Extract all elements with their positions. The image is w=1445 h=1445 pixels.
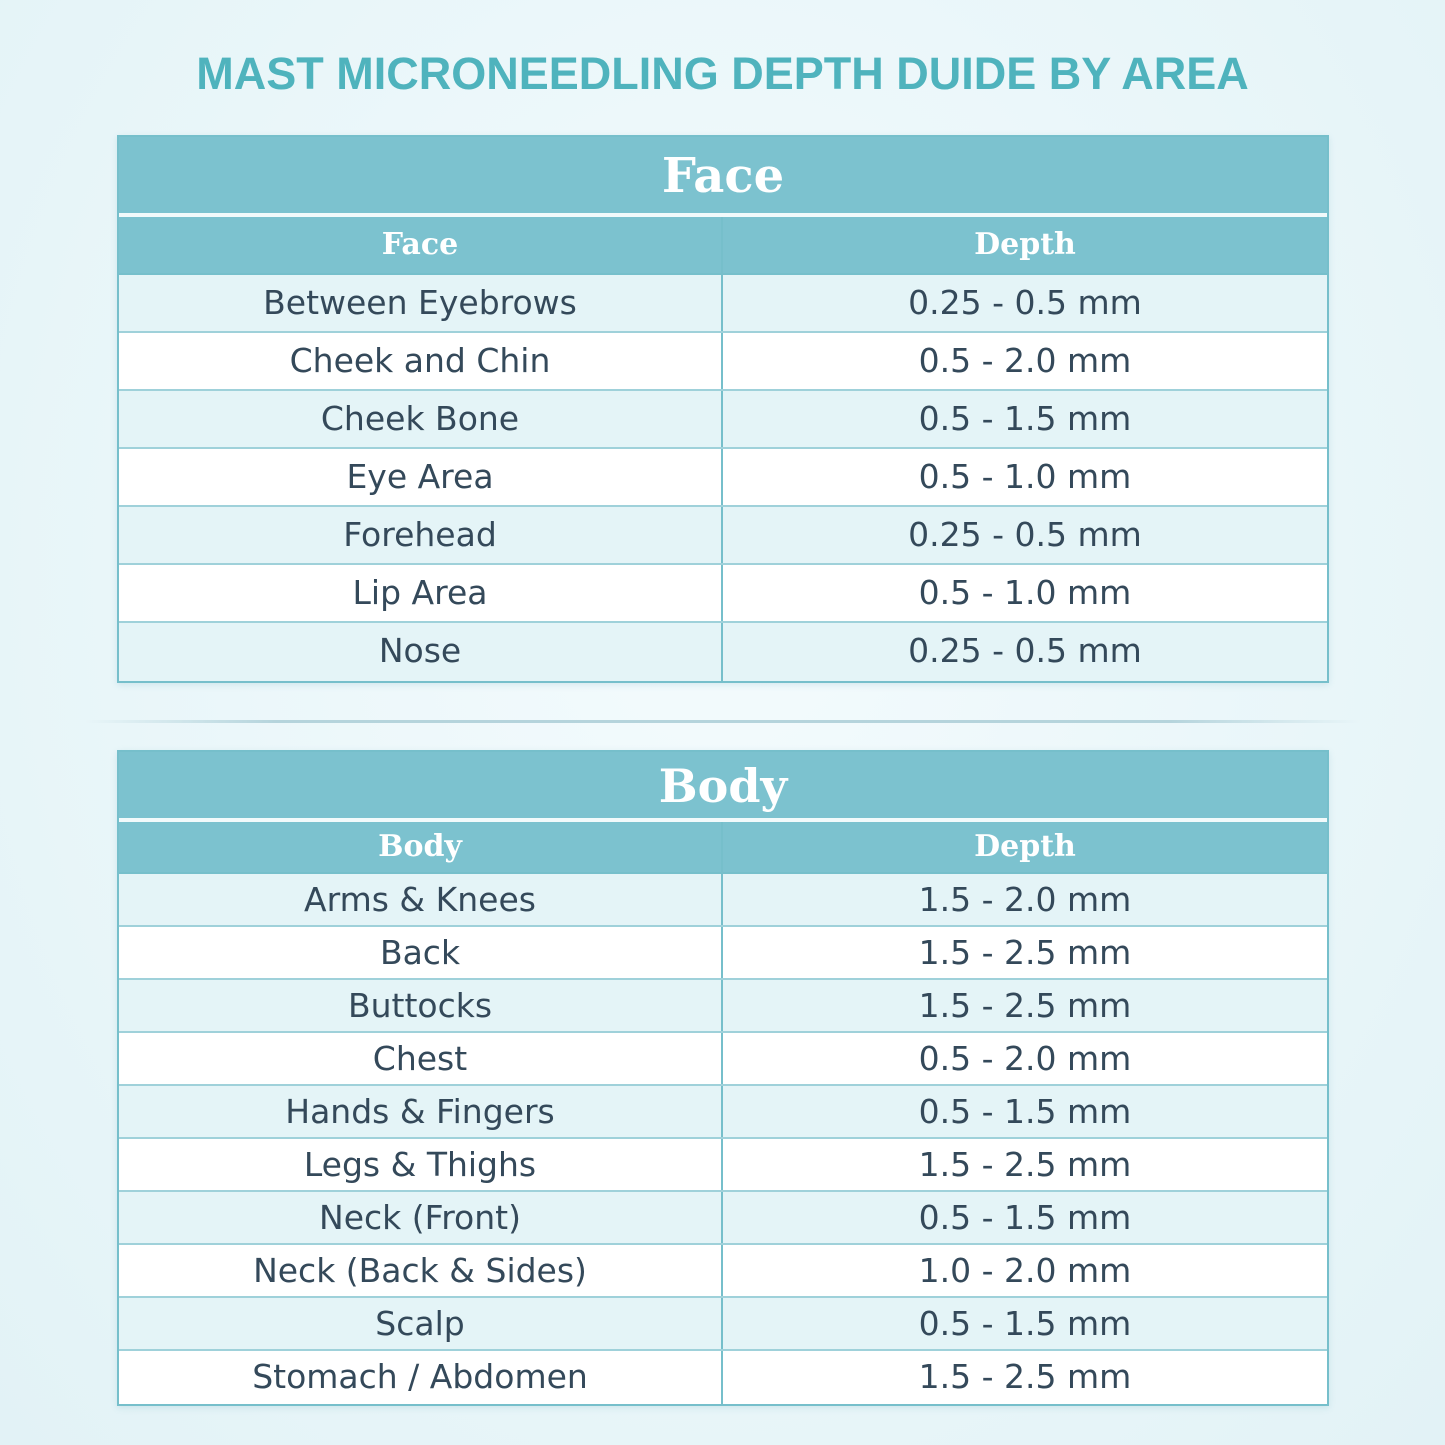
face-depth-column-header: Depth	[974, 227, 1076, 262]
face-depth-table	[117, 135, 1329, 683]
area-cell: Stomach / Abdomen	[119, 1351, 723, 1404]
page-title: MAST MICRONEEDLING DEPTH DUIDE BY AREA	[196, 48, 1249, 99]
table-row	[119, 623, 1327, 681]
depth-cell: 0.5 - 1.5 mm	[918, 399, 1132, 438]
table-row	[119, 449, 1327, 507]
depth-cell: 1.5 - 2.5 mm	[918, 1357, 1132, 1396]
area-cell: Forehead	[119, 507, 723, 563]
area-cell: Hands & Fingers	[119, 1086, 723, 1137]
table-row	[119, 275, 1327, 333]
depth-cell: 0.5 - 1.0 mm	[918, 457, 1132, 496]
table-row	[119, 980, 1327, 1033]
area-cell: Arms & Knees	[119, 874, 723, 925]
depth-cell: 0.25 - 0.5 mm	[908, 631, 1142, 670]
body-depth-table	[117, 750, 1329, 1406]
table-row	[119, 507, 1327, 565]
depth-cell: 0.5 - 1.5 mm	[918, 1304, 1132, 1343]
table-row	[119, 333, 1327, 391]
body-table-header	[119, 822, 1327, 874]
body-area-column-header: Body	[119, 822, 723, 872]
area-cell: Between Eyebrows	[119, 275, 723, 331]
depth-cell: 0.5 - 1.5 mm	[918, 1092, 1132, 1131]
depth-cell: 1.0 - 2.0 mm	[918, 1251, 1132, 1290]
area-cell: Cheek Bone	[119, 391, 723, 447]
depth-cell: 1.5 - 2.5 mm	[918, 1145, 1132, 1184]
area-cell: Cheek and Chin	[119, 333, 723, 389]
depth-cell: 0.5 - 1.0 mm	[918, 573, 1132, 612]
table-row	[119, 1351, 1327, 1404]
body-depth-column-header: Depth	[974, 829, 1076, 864]
face-table-banner: Face	[119, 137, 1327, 217]
table-row	[119, 1033, 1327, 1086]
section-divider	[85, 720, 1360, 723]
table-row	[119, 565, 1327, 623]
depth-cell: 0.5 - 2.0 mm	[918, 1039, 1132, 1078]
face-area-column-header: Face	[119, 217, 723, 273]
body-table-banner: Body	[119, 752, 1327, 822]
area-cell: Eye Area	[119, 449, 723, 505]
table-row	[119, 1298, 1327, 1351]
area-cell: Buttocks	[119, 980, 723, 1031]
area-cell: Back	[119, 927, 723, 978]
body-table-body	[119, 874, 1327, 1404]
depth-cell: 0.5 - 1.5 mm	[918, 1198, 1132, 1237]
table-row	[119, 927, 1327, 980]
table-row	[119, 1086, 1327, 1139]
area-cell: Neck (Front)	[119, 1192, 723, 1243]
depth-cell: 1.5 - 2.5 mm	[918, 933, 1132, 972]
table-row	[119, 874, 1327, 927]
face-table-body	[119, 275, 1327, 681]
table-row	[119, 1245, 1327, 1298]
area-cell: Scalp	[119, 1298, 723, 1349]
face-table-header	[119, 217, 1327, 275]
area-cell: Legs & Thighs	[119, 1139, 723, 1190]
table-row	[119, 1192, 1327, 1245]
depth-cell: 1.5 - 2.5 mm	[918, 986, 1132, 1025]
table-row	[119, 391, 1327, 449]
area-cell: Nose	[119, 623, 723, 681]
depth-cell: 1.5 - 2.0 mm	[918, 880, 1132, 919]
depth-cell: 0.25 - 0.5 mm	[908, 283, 1142, 322]
depth-cell: 0.5 - 2.0 mm	[918, 341, 1132, 380]
depth-cell: 0.25 - 0.5 mm	[908, 515, 1142, 554]
area-cell: Neck (Back & Sides)	[119, 1245, 723, 1296]
area-cell: Lip Area	[119, 565, 723, 621]
area-cell: Chest	[119, 1033, 723, 1084]
table-row	[119, 1139, 1327, 1192]
